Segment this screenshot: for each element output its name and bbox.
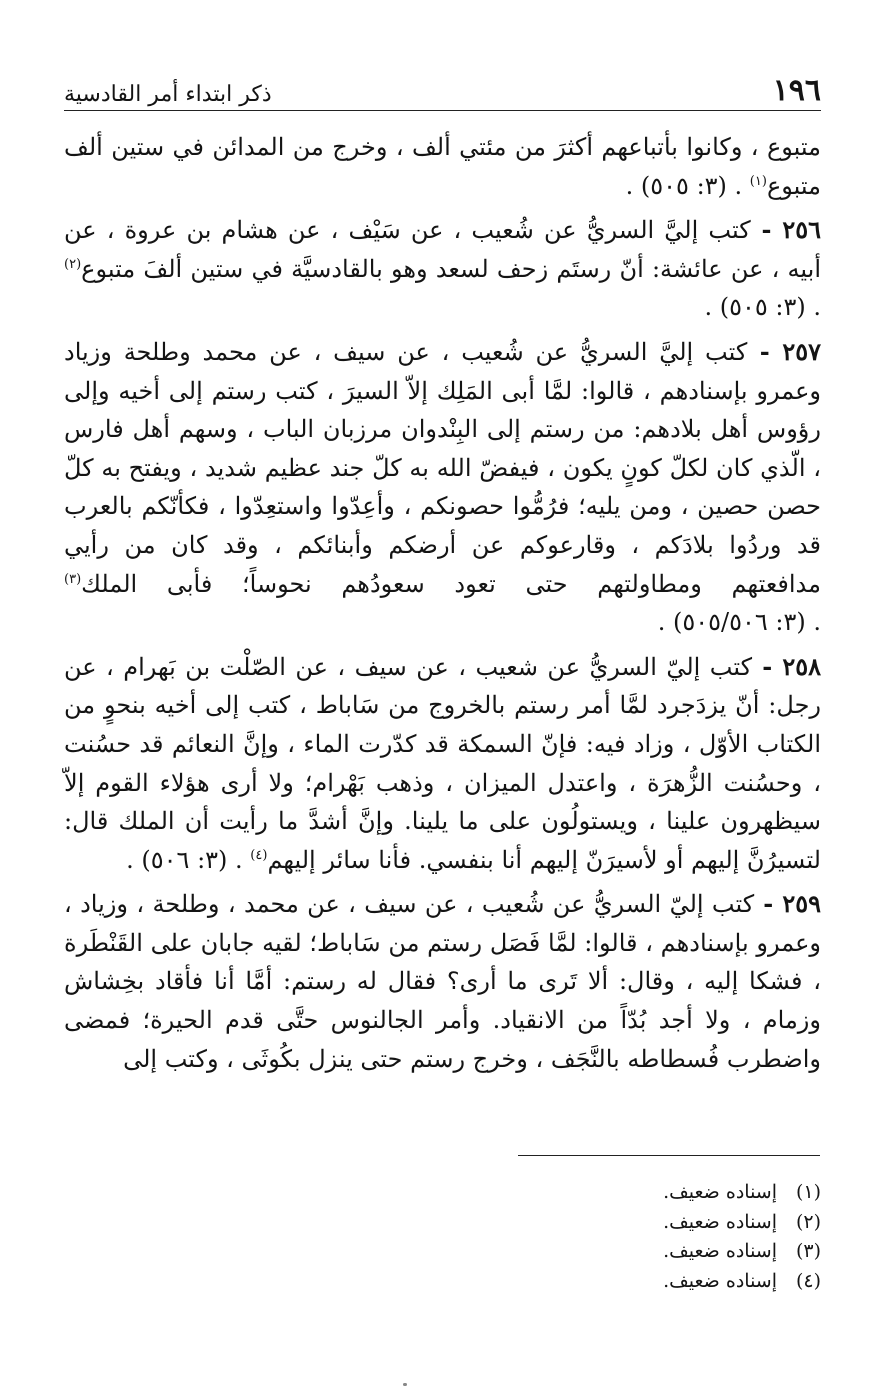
source-reference: . (٣: ٥٠٥) . — [625, 171, 750, 200]
paragraph-text: كتب إليّ السريُّ عن شعيب ، عن سيف ، عن الصّلْت بن بَهرام ، عن رجل: أنّ يزدَجرد لمَّا أمر رستم بالخروج من سَاباط ، كتب إلى أخيه بنحوٍ من الكتاب الأوّل ، وزاد فيه: فإنّ السمكة قد كدّرت الماء ، وإنَّ النعائم قد حسُنت ، وحسُنت الزُّهرَة ، واعتدل الميزان ، وذهب بَهْرام؛ ولا أرى هؤلاء القوم إلاّ سيظهرون علينا ، ويستولُون على ما يلينا. وإنَّ أشدَّ ما رأيت أن الملك قال: لتسيرُنَّ إليهم أو لأسيرَنّ إليهم أنا بنفسي. فأنا سائر إليهم — [64, 652, 821, 874]
narration-257 — [64, 333, 821, 642]
paragraph-text: كتب إليَّ السريُّ عن شُعيب ، عن سيف ، عن محمد وطلحة وزياد وعمرو بإسنادهم ، قالوا: لمَّا أبى المَلِك إلاّ السيرَ ، كتب رستم إلى أخيه وإلى رؤوس أهل بلادهم: من رستم إلى البِنْدوان مرزبان الباب ، وسهم أهل فارس ، الّذي كان لكلّ كونٍ يكون ، فيفضّ الله به كلّ جند عظيم شديد ، ويفتح به كلّ حصن حصين ، ومن يليه؛ فرُمُّوا حصونكم ، وأعِدّوا واستعِدّوا ، فكأنّكم بالعرب قد وردُوا بلادَكم ، وقارعوكم عن أرضكم وأبنائكم ، وقد كان من رأيي مدافعتهم ومطاولتهم حتى تعود سعودُهم نحوساً؛ فأبى الملك — [64, 337, 821, 598]
footnotes — [421, 1178, 821, 1296]
footnote-text: إسناده ضعيف. — [663, 1181, 777, 1203]
footnote-number: (٣) — [795, 1240, 821, 1262]
footnote-rule — [518, 1155, 820, 1156]
paragraph-continuation — [64, 128, 821, 205]
paragraph-text: متبوع ، وكانوا بأتباعهم أكثرَ من مئتي ألف ، وخرج من المدائن في ستين ألف متبوع — [64, 133, 821, 200]
narration-number: ٢٥٨ - — [752, 651, 822, 681]
narration-number: ٢٥٦ - — [750, 215, 821, 245]
footnote-text: إسناده ضعيف. — [663, 1210, 777, 1233]
header-rule — [64, 110, 821, 111]
footnote-number: (١) — [795, 1181, 821, 1203]
page-header — [64, 66, 821, 106]
narration-number: ٢٥٧ - — [747, 336, 821, 366]
footnote-marker: (٤) — [250, 847, 268, 863]
print-speck — [403, 1383, 407, 1386]
paragraph-text: كتب إليّ السريُّ عن شُعيب ، عن سيف ، عن محمد ، وطلحة ، وزياد ، وعمرو بإسنادهم ، قالوا: لمَّا فَصَل رستم من سَاباط؛ لقيه جابان على القَنْطَرة ، فشكا إليه ، وقال: ألا تَرى ما أرى؟ فقال له رستم: أمَّا أنا فأقاد بخِشاش وزمام ، ولا أجد بُدّاً من الانقياد. وأمر الجالنوس حتَّى قدم الحيرة؛ فمضى واضطرب فُسطاطه بالنَّجَف ، وخرج رستم حتى ينزل بكُوثَى ، وكتب إلى — [64, 890, 821, 1073]
footnote-number: (٤) — [795, 1269, 821, 1292]
footnote-item — [421, 1237, 821, 1267]
paragraph-text: كتب إليَّ السريُّ عن شُعيب ، عن سَيْف ، عن هشام بن عروة ، عن أبيه ، عن عائشة: أنّ رستَم زحف لسعد وهو بالقادسيَّة في ستين ألفَ متبوع — [64, 216, 821, 283]
footnote-marker: (٢) — [64, 256, 82, 272]
running-title: ذكر ابتداء أمر القادسية — [64, 82, 272, 107]
footnote-item — [421, 1178, 821, 1208]
main-text — [64, 128, 821, 1084]
footnote-number: (٢) — [795, 1210, 821, 1233]
source-reference: . (٣: ٥٠٥/٥٠٦) . — [657, 608, 821, 637]
source-reference: . (٣: ٥٠٦) . — [126, 845, 251, 874]
footnote-text: إسناده ضعيف. — [663, 1240, 777, 1262]
page-number: ١٩٦ — [772, 73, 821, 108]
narration-256 — [64, 211, 821, 327]
source-reference: . (٣: ٥٠٥) . — [704, 293, 821, 322]
footnote-item — [421, 1208, 821, 1238]
footnote-marker: (١) — [749, 173, 767, 189]
narration-number: ٢٥٩ - — [754, 889, 822, 919]
narration-259 — [64, 885, 821, 1078]
footnote-text: إسناده ضعيف. — [663, 1269, 777, 1292]
footnote-item — [421, 1267, 821, 1297]
footnote-marker: (٣) — [64, 571, 82, 587]
narration-258 — [64, 648, 821, 880]
